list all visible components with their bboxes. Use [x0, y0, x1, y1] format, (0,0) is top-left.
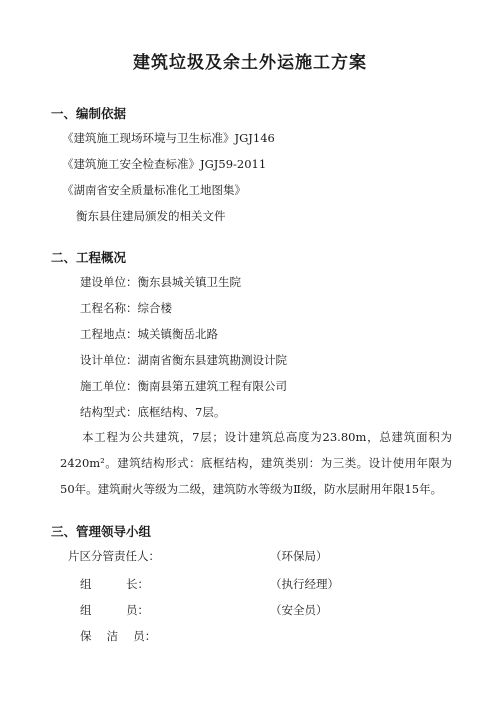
overview-item: 施工单位：衡南县第五建筑工程有限公司: [80, 379, 287, 393]
document-title: 建筑垃圾及余土外运施工方案: [133, 53, 367, 73]
basis-item: 衡东县住建局颁发的相关文件: [76, 209, 226, 223]
basis-item: 《建筑施工安全检查标准》JGJ59-2011: [62, 157, 267, 171]
management-role: 片区分管责任人：: [68, 549, 160, 563]
management-row: [68, 548, 328, 564]
basis-item: 《建筑施工现场环境与卫生标准》JGJ146: [62, 131, 275, 145]
overview-item: 结构型式：底框结构、7层。: [80, 405, 226, 419]
section-heading-basis: 一、编制依据: [51, 106, 127, 121]
section-heading-overview: 二、工程概况: [51, 250, 127, 265]
management-row: [80, 628, 156, 644]
management-role: 组 员：: [80, 603, 149, 617]
management-row: [80, 576, 339, 592]
overview-item: 设计单位：湖南省衡东县建筑勘测设计院: [80, 353, 287, 367]
overview-item: 工程地点：城关镇衡岳北路: [80, 327, 218, 341]
overview-item: 建设单位：衡东县城关镇卫生院: [80, 275, 241, 289]
management-note: （安全员）: [270, 603, 328, 617]
management-role: 保 洁 员：: [80, 629, 157, 643]
overview-item: 工程名称：综合楼: [80, 301, 172, 315]
management-row: [80, 602, 328, 618]
management-note: （环保局）: [270, 549, 328, 563]
management-role: 组 长：: [80, 577, 149, 591]
overview-paragraph: 本工程为公共建筑，7层；设计建筑总高度为23.80m，总建筑面积为2420m²。建筑结构形式：底框结构，建筑类别：为三类。设计使用年限为50年。建筑耐火等级为二级，建筑防水等级为Ⅱ级，防水层耐用年限15年。: [60, 430, 452, 496]
section-heading-management: 三、管理领导小组: [51, 524, 152, 539]
management-note: （执行经理）: [270, 577, 339, 591]
basis-item: 《湖南省安全质量标准化工地图集》: [62, 183, 246, 197]
